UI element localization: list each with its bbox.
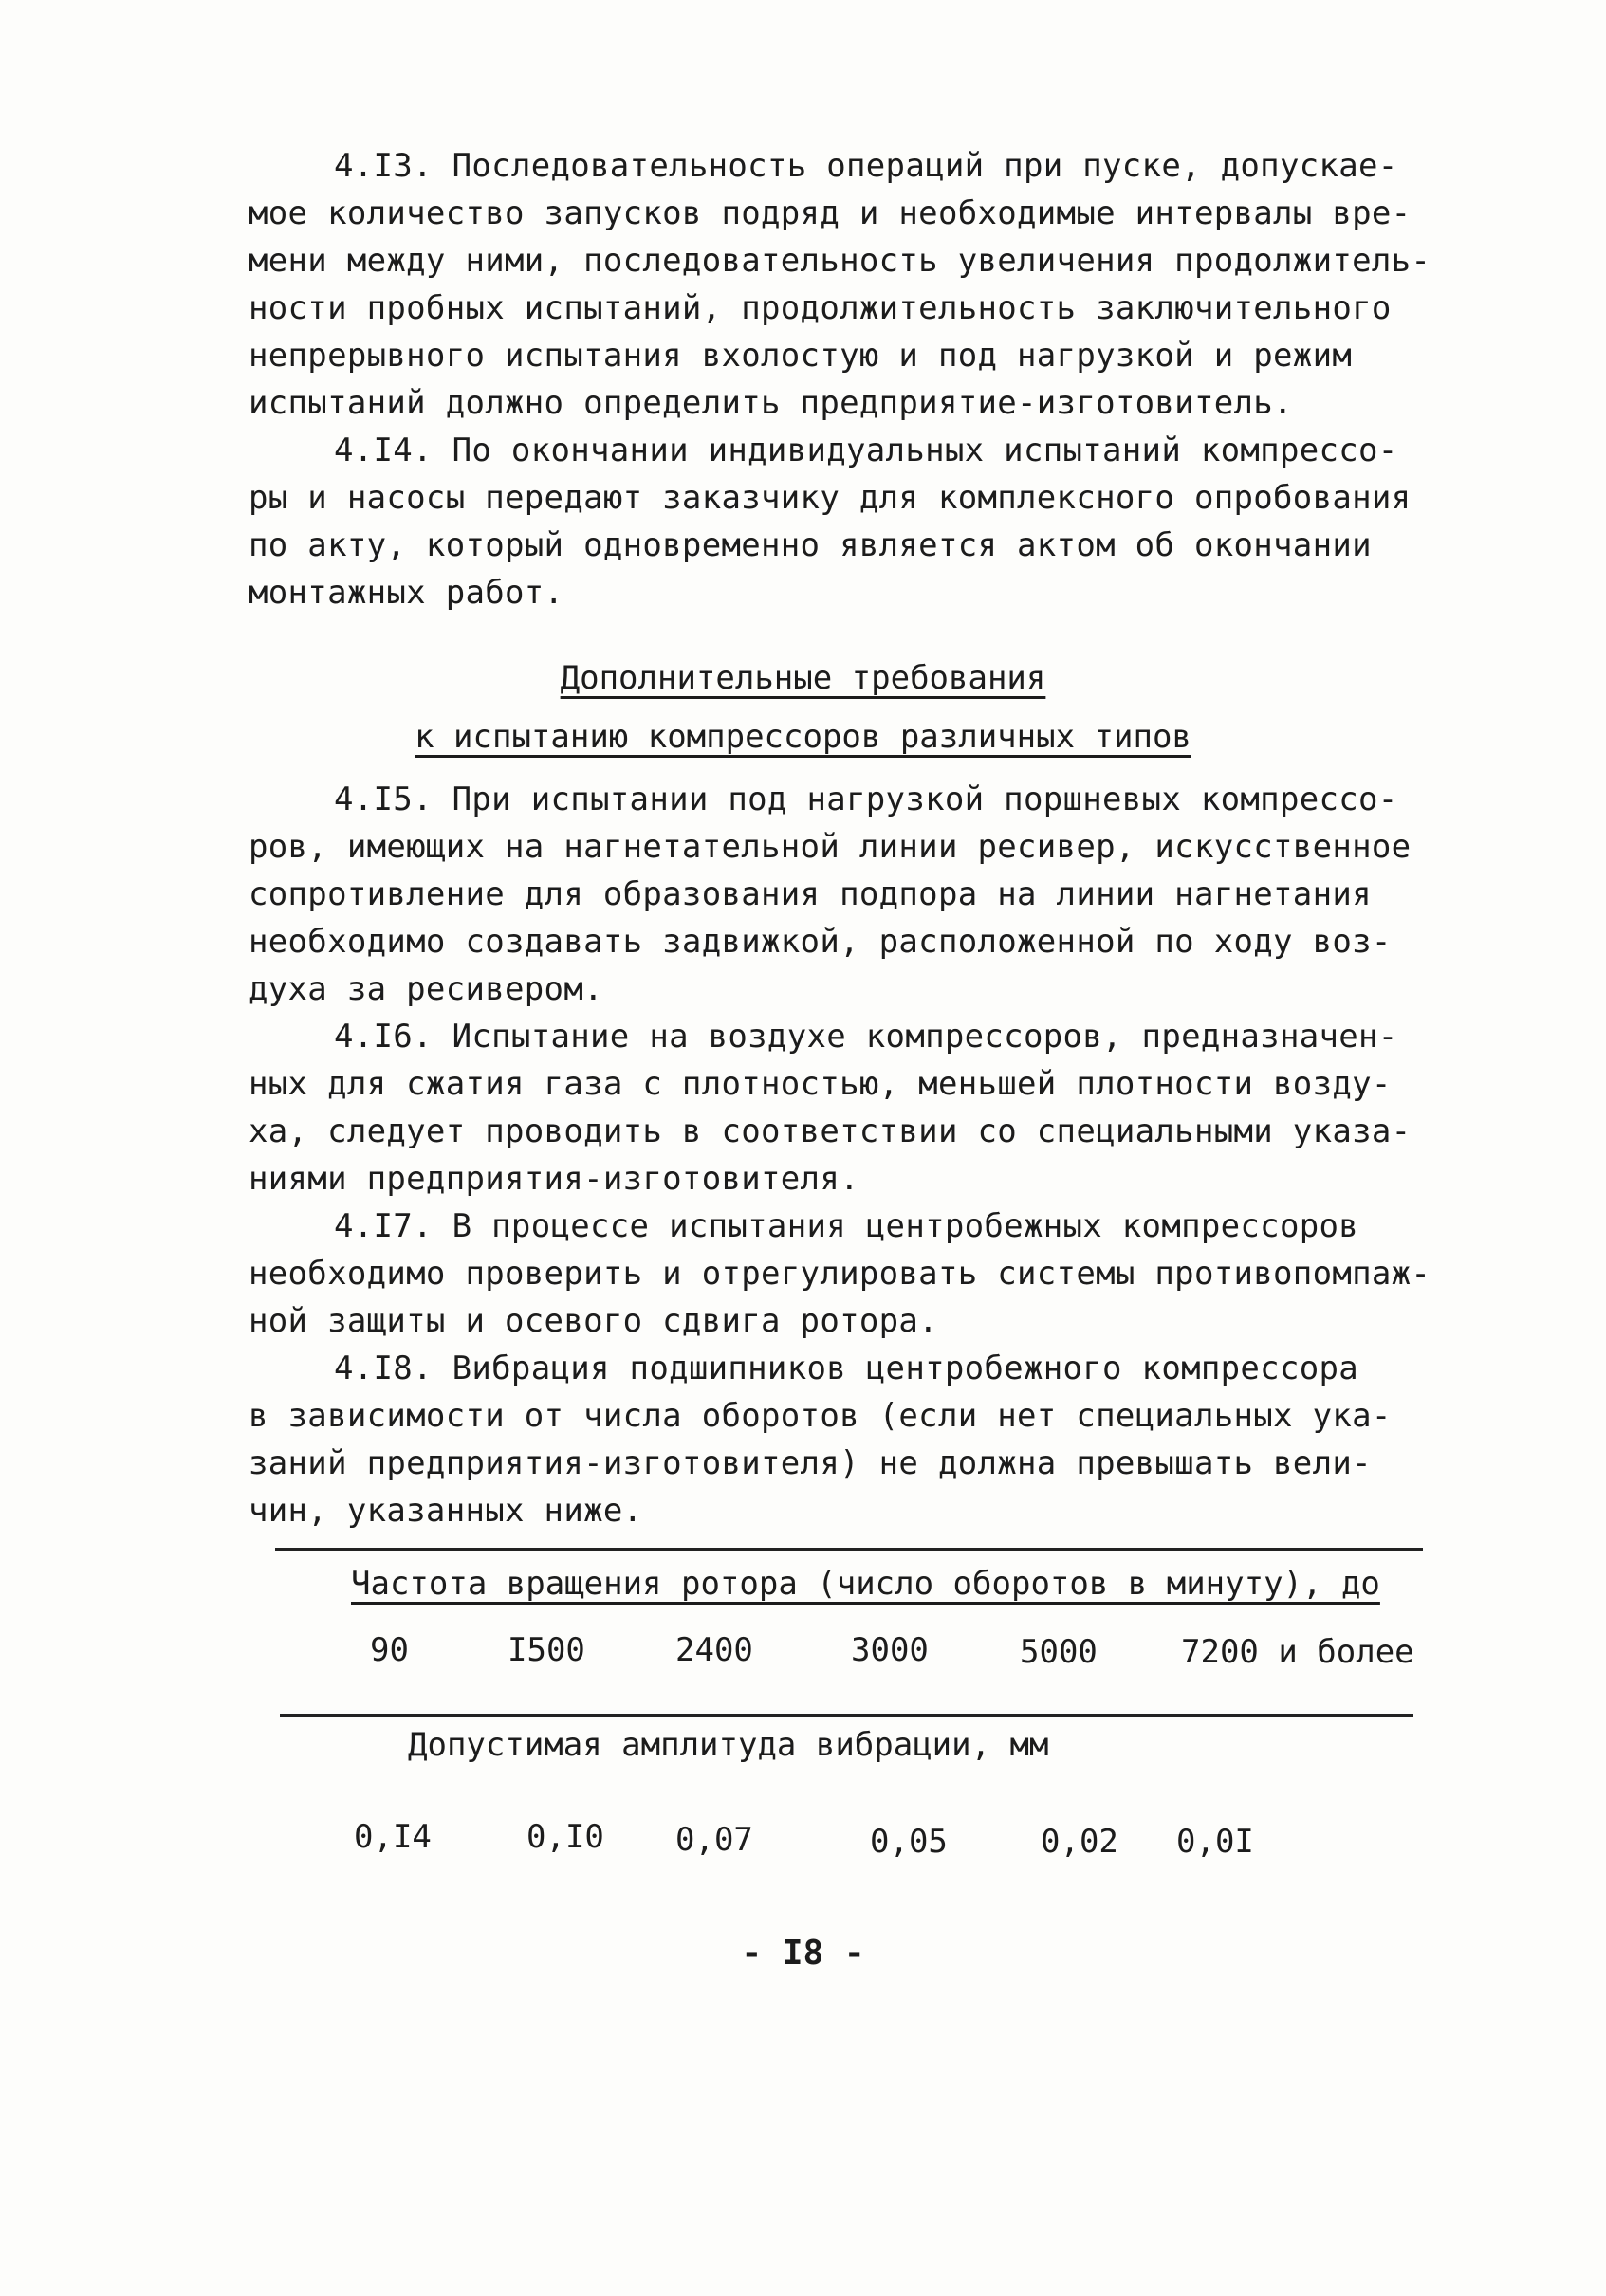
speed-value: 7200 и более bbox=[1181, 1633, 1414, 1671]
page-number: - I8 - bbox=[741, 1934, 865, 1973]
text-line: ха, следует проводить в соответствии со специальными указа- bbox=[249, 1112, 1412, 1150]
text-line: ной защиты и осевого сдвига ротора. bbox=[249, 1302, 938, 1340]
amplitude-value: 0,02 bbox=[1041, 1823, 1118, 1861]
text-line: мени между ними, последовательность увеличения продолжитель- bbox=[249, 242, 1431, 280]
table-top-rule bbox=[275, 1548, 1423, 1551]
text-line: чин, указанных ниже. bbox=[249, 1492, 643, 1530]
amplitude-header: Допустимая амплитуда вибрации, мм bbox=[408, 1726, 1049, 1764]
text-line: необходимо создавать задвижкой, расположенной по ходу воз- bbox=[249, 923, 1392, 961]
text-line: 4.I4. По окончании индивидуальных испытаний компрессо- bbox=[334, 432, 1398, 469]
amplitude-value: 0,I0 bbox=[526, 1818, 604, 1856]
text-line: 4.I7. В процессе испытания центробежных компрессоров bbox=[334, 1207, 1359, 1245]
text-line: мое количество запусков подряд и необходимые интервалы вре- bbox=[249, 194, 1412, 232]
amplitude-value: 0,05 bbox=[870, 1823, 948, 1861]
paragraph-4-16 bbox=[249, 1013, 1425, 1203]
text-line: 4.I6. Испытание на воздухе компрессоров, предназначен- bbox=[334, 1018, 1398, 1056]
speed-header: Частота вращения ротора (число оборотов в минуту), до bbox=[351, 1565, 1380, 1603]
text-line: в зависимости от числа оборотов (если нет специальных ука- bbox=[249, 1397, 1392, 1435]
paragraph-4-13 bbox=[249, 142, 1431, 427]
text-line: 4.I3. Последовательность операций при пуске, допускае- bbox=[334, 147, 1398, 185]
speed-value: 5000 bbox=[1020, 1633, 1098, 1671]
text-line: 4.I8. Вибрация подшипников центробежного компрессора bbox=[334, 1350, 1359, 1387]
text-line: заний предприятия-изготовителя) не должна превышать вели- bbox=[249, 1444, 1372, 1482]
text-line: 4.I5. При испытании под нагрузкой поршневых компрессо- bbox=[334, 781, 1398, 818]
text-line: испытаний должно определить предприятие-изготовитель. bbox=[249, 384, 1293, 422]
paragraph-4-18 bbox=[249, 1345, 1425, 1534]
section-heading-1: Дополнительные требования bbox=[560, 659, 1046, 697]
text-line: ров, имеющих на нагнетательной линии ресивер, искусственное bbox=[249, 828, 1412, 866]
amplitude-value: 0,0I bbox=[1176, 1823, 1254, 1861]
speed-value: 90 bbox=[370, 1631, 409, 1669]
amplitude-value: 0,07 bbox=[675, 1821, 753, 1859]
text-line: необходимо проверить и отрегулировать системы противопомпаж- bbox=[249, 1255, 1431, 1293]
text-line: ности пробных испытаний, продолжительность заключительного bbox=[249, 289, 1392, 327]
text-line: ры и насосы передают заказчику для комплексного опробования bbox=[249, 479, 1412, 517]
paragraph-4-15 bbox=[249, 776, 1425, 1013]
paragraph-4-17 bbox=[249, 1203, 1431, 1345]
speed-value: I500 bbox=[508, 1631, 585, 1669]
text-line: монтажных работ. bbox=[249, 574, 564, 612]
text-line: непрерывного испытания вхолостую и под нагрузкой и режим bbox=[249, 337, 1353, 375]
table-mid-rule bbox=[280, 1714, 1413, 1717]
amplitude-value: 0,I4 bbox=[354, 1818, 432, 1856]
text-line: ниями предприятия-изготовителя. bbox=[249, 1160, 859, 1198]
text-line: ных для сжатия газа с плотностью, меньшей плотности возду- bbox=[249, 1065, 1392, 1103]
speed-value: 3000 bbox=[851, 1631, 929, 1669]
paragraph-4-14 bbox=[249, 427, 1425, 616]
speed-value: 2400 bbox=[675, 1631, 753, 1669]
section-heading-2: к испытанию компрессоров различных типов bbox=[415, 718, 1191, 756]
text-line: по акту, который одновременно является актом об окончании bbox=[249, 526, 1372, 564]
text-line: сопротивление для образования подпора на линии нагнетания bbox=[249, 875, 1372, 913]
text-line: духа за ресивером. bbox=[249, 970, 603, 1008]
